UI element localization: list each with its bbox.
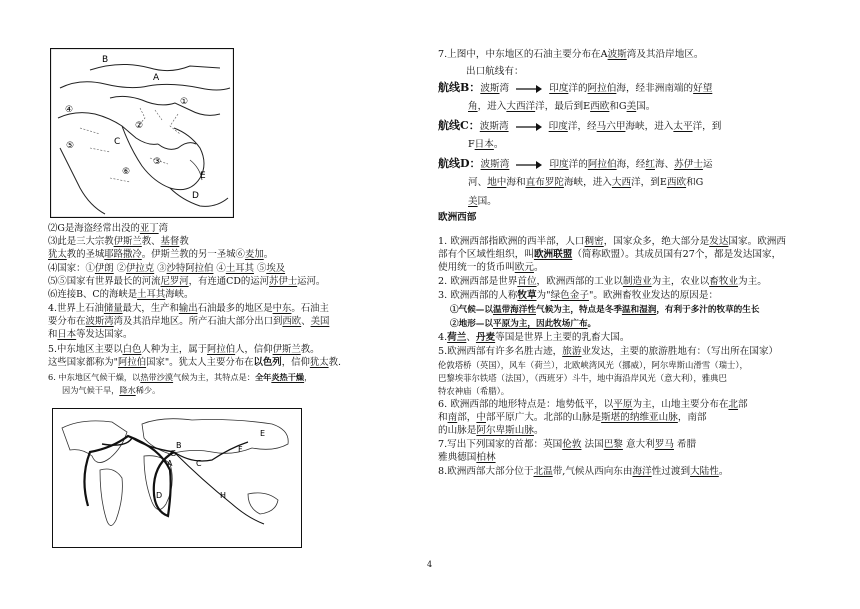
text: 国家。欧洲西 [728,236,786,247]
answer: 波斯 [607,49,627,60]
answer: 希腊 [479,386,497,396]
answer: 温带海洋性 [492,305,536,315]
e7-line2 [438,452,496,464]
text: ⑷国家：① [48,263,95,274]
text: 海峡，进入 [563,177,612,188]
map1-label-5: ⑤ [66,141,75,151]
text: 和 [48,329,58,340]
e8 [438,466,728,478]
text: 国家"。犹太人主要分布在 [146,357,254,368]
e6-line3 [438,425,544,437]
answer: 土耳其 [137,289,166,300]
answer: 埃及 [266,263,286,274]
text: 河、 [468,177,488,188]
text: 6. [48,372,56,382]
text: ）斗牛，地中海沿岸风光（ [563,373,665,383]
text: 洋，到 [692,121,722,132]
left-q4-2 [48,316,329,328]
map1-label-1: ① [180,97,189,107]
answer: 犹太 [309,357,329,368]
text: 。 [718,466,729,477]
text: 部平原广大。北部的山脉是 [485,412,602,423]
map2-label-B: B [176,441,182,450]
map1-label-2: ② [135,121,144,131]
map1-label-6: ⑥ [122,167,131,177]
answer: 北 [728,399,739,410]
map1-label-3: ③ [153,157,162,167]
text: 洋的 [568,159,588,170]
text: 人种为主，属于 [141,344,207,355]
answer: 意大利 [664,373,690,383]
answer: 阿尔卑斯山脉 [476,425,534,436]
map1-label-D: D [192,191,199,201]
answer: 印度 [548,121,568,132]
answer: 马六甲 [596,121,626,132]
answer: 巴黎 [603,439,623,450]
arrow-right-icon [516,123,542,131]
e1-line3 [438,262,544,274]
answer: 绿色金子 [550,290,589,301]
text: 等发达国家。 [76,329,133,340]
answer: 平原 [613,399,633,410]
text: 海，经非洲南端的 [616,83,694,94]
map1-label-E: E [200,171,206,181]
text: 海峡。 [165,289,194,300]
map1-label-B: B [102,55,109,65]
answer: 欧元 [514,262,534,273]
text: 湾及其沿岸地区。所产石油大部分出口到 [113,316,283,327]
answer: 波斯湾 [479,121,509,132]
text: ）。 [496,386,510,396]
text: ，进入 [477,101,507,112]
answer: 苏伊士 [268,276,298,287]
text: "。欧洲畜牧业发达的原因是： [588,290,719,301]
e6-line1 [438,399,748,411]
answer: 苏伊士 [674,159,703,170]
map2-label-A: A [167,459,173,468]
text: 。石油主 [291,303,329,314]
answer: 印度 [549,83,569,94]
text: 为" [536,290,551,301]
text: 教。 [300,344,320,355]
left-q4-1 [48,303,329,315]
text: 5.欧洲西部有许多名胜古迹， [438,346,563,357]
answer: 荷兰 [447,332,467,343]
text: 。 [587,319,597,329]
answer: 伊斯兰 [113,236,142,247]
text: 部， [457,412,477,423]
e1-line2 [438,249,781,261]
routes-title: 出口航线有： [466,66,524,77]
answer: 大西洋 [506,101,536,112]
route-b-line1 [438,82,712,95]
answer: 输出 [178,303,198,314]
text: ⑤ [256,263,267,274]
e3a [450,304,759,316]
route-c-line1 [438,120,721,133]
text: ，南部 [677,412,707,423]
text: 因为气候干旱， [62,385,120,395]
text: 这些国家都称为" [48,357,118,368]
answer: 瑞士 [718,360,736,370]
text: 要分布在 [48,316,86,327]
text: 等国是世界上主要的乳畜大国。 [495,332,630,343]
answer: 基督 [160,236,180,247]
text: 特农神庙（ [438,386,480,396]
answer: 美国 [310,316,330,327]
answer: 红 [645,159,655,170]
text: 湾及其沿岸地区。 [626,49,704,60]
e5-line1 [438,346,778,358]
answer: 发达 [709,236,729,247]
text: ④ [216,263,226,274]
text: ），北欧峡湾风光（ [551,360,623,370]
answer: 柏林 [476,452,496,463]
map2-label-E: E [260,429,266,438]
answer: 西欧 [666,177,687,188]
text: ，国家众多，绝大部分是 [603,236,710,247]
answer: 中东 [272,303,292,314]
answer: 以色列 [253,357,282,368]
e3 [438,290,718,302]
answer: 英 [479,360,489,370]
answer: 西欧 [590,101,610,112]
answer: 为主，因此牧场广布 [510,319,588,329]
left-q6-2 [62,384,160,396]
answer: 阿拉伯 [587,159,617,170]
text: 海、 [654,159,675,170]
answer: 储量 [103,303,123,314]
middle-east-map [50,48,234,218]
text: ①气候—以 [450,305,493,315]
text: 。 [493,139,504,150]
answer: 温和湿润 [621,305,657,315]
answer: 荷兰 [534,360,552,370]
route-label: 航线B： [438,81,481,94]
answer: 美 [468,196,478,207]
e3b [450,318,596,330]
text: 教、 [141,236,161,247]
answer: 罗马 [654,439,674,450]
text: 国。 [477,196,497,207]
answer: 丹麦 [475,332,496,343]
answer: 亚丁 [139,223,159,234]
answer: 炎热干燥 [271,372,305,382]
left-q4a [48,263,285,275]
text: 使用统一的货币叫 [438,262,515,273]
text: ），阿尔卑斯山滑雪（ [639,360,719,370]
text: 教. [328,357,341,368]
text: ②地形—以 [450,319,493,329]
text: ，欧洲西部的工业以 [536,276,623,287]
left-q3b [48,249,273,261]
text: ，信仰 [281,357,310,368]
text: ， [304,372,313,382]
text: 和G [609,101,627,112]
text: 雅典德国 [438,452,477,463]
left-q5-1 [48,344,320,356]
text: 和G [686,177,704,188]
left-q6 [48,289,193,301]
text: ，有连通CD的运河 [188,276,269,287]
text: 气候为主，特点是冬季 [535,305,622,315]
answer: 波斯 [480,83,500,94]
text: 的山脉是 [438,425,477,436]
text: 、 [466,332,476,343]
route-label: 航线C： [438,119,480,132]
answer: 制造业 [622,276,652,287]
answer: 北温 [533,466,553,477]
e1-line1 [438,236,786,248]
map1-label-4: ④ [65,105,74,115]
answer: 阿拉伯 [587,83,617,94]
route-d-line3 [468,196,497,208]
left-q3a [48,236,189,248]
text: 部有个区域性组织，叫 [438,249,534,260]
text: 为主。 [738,276,767,287]
answer: 斯堪的纳维亚山脉 [601,412,678,423]
text: 5.中东地区主要以 [48,344,123,355]
text: 。伊斯兰教的另一圣城⑥ [141,249,245,260]
map2-label-F: F [238,445,243,454]
answer: 稠密 [584,236,604,247]
text: 国），风车（ [488,360,535,370]
text: ）。其成员国有27个，都是发达国家， [620,249,782,260]
text: ⑹连接B、C的海峡是 [48,289,138,300]
answer: 降水 [119,385,136,395]
answer: 波斯湾 [480,159,510,170]
answer: 中 [476,412,486,423]
answer: 南 [447,412,458,423]
answer: 麦加 [244,249,264,260]
section-title: 欧洲西部 [438,212,477,223]
text: 4. [438,332,448,343]
text: 7.上图中，中东地区的石油主要分布在A [438,49,608,60]
answer: 犹太 [48,249,67,260]
map1-label-C: C [114,137,121,147]
right-q7 [438,49,704,61]
answer: 欧洲联盟 [533,249,573,260]
text: 2. 欧洲西部是世界 [438,276,518,287]
text: 石油最多的地区是 [197,303,273,314]
answer: 大陆性 [690,466,719,477]
text: 部 [738,399,748,410]
text: ，有利于多汁的牧草的生长 [656,305,760,315]
text: ），（ [521,373,539,383]
text: 8.欧洲西部大部分位于 [438,466,534,477]
text: ），雅典巴 [689,373,727,383]
text: 教 [179,236,189,247]
answer: 热带沙漠 [140,372,174,382]
text: ⑵G是海盗经常出没的 [48,223,140,234]
left-q5 [48,276,325,288]
answer: 伊朗 [94,263,114,274]
answer: 挪威 [622,360,639,370]
text: 意大利 [625,439,655,450]
route-label: 航线D： [438,157,481,170]
answer: 伦敦 [562,439,582,450]
text: 巴黎埃菲尔铁塔（ [438,373,505,383]
arrow-right-icon [516,161,542,169]
e6-line2 [438,412,707,424]
map2-label-H: H [220,491,227,500]
map1-label-A: A [153,73,160,83]
answer: 牧草 [517,290,537,301]
answer: 伊斯兰 [272,344,301,355]
text: 稀少。 [135,385,161,395]
answer: 美 [626,101,637,112]
left-q5-2 [48,357,341,369]
text: 4.世界上石油 [48,303,104,314]
route-b-line2 [468,101,655,113]
answer: 土耳其 [225,263,254,274]
text: 气候为主，其特点是： [173,372,255,382]
text: ）， [735,360,748,370]
e5-line4 [438,385,509,397]
text: 最大，生产和 [122,303,179,314]
text: 湾 [158,223,169,234]
text: 洋的 [568,83,588,94]
arrow-right-icon [516,85,542,93]
answer: 好望 [693,83,713,94]
answer: 角 [468,101,478,112]
e5-line3 [438,372,727,384]
answer: 阿拉伯 [206,344,236,355]
answer: 伊拉克 [126,263,155,274]
text: 人，信仰 [235,344,273,355]
route-d-line1 [438,158,713,171]
answer: 阿拉伯 [117,357,147,368]
text: 。 [533,425,544,436]
text: 业发达，主要的旅游胜地有：（写出所在国家） [581,346,779,357]
answer: 西欧 [282,316,302,327]
text: 7.写出下列国家的首都：英国 [438,439,563,450]
answer: 耶路撒冷 [104,249,142,260]
left-q2 [48,223,168,235]
text: 伦敦塔桥（ [438,360,480,370]
text: 带,气候从西向东由 [552,466,633,477]
text: （简称欧盟 [572,249,621,260]
text: F [468,139,475,150]
answer: 首位 [517,276,537,287]
answer: 法国 [505,373,522,383]
page-number: 4 [427,560,433,569]
left-q6-1 [48,371,312,383]
e7-line1 [438,439,696,451]
text: 和 [438,412,448,423]
left-q4-3 [48,329,132,341]
map2-label-G: G [170,449,177,458]
text: 海峡，进入 [625,121,674,132]
e5-line2 [438,359,748,371]
answer: 大西 [611,177,632,188]
text: 运 [702,159,713,170]
text: 海，经 [616,159,646,170]
answer: 直布罗陀 [525,177,564,188]
text: ⑶此是三大宗教 [48,236,114,247]
e4 [438,332,629,344]
map2-label-D: D [156,491,163,500]
text: 、 [301,316,311,327]
answer: 平原 [492,319,511,329]
route-d-line2 [468,177,703,189]
answer: 畜牧业 [709,276,739,287]
answer: 尼罗河 [160,276,189,287]
text: 3. 欧洲西部的人称 [438,290,518,301]
text: 中东地区气候干燥，以 [58,372,141,382]
text: 。 [263,249,274,260]
answer: 波斯湾 [85,316,114,327]
answer: 海洋 [632,466,652,477]
text: 。 [533,262,544,273]
answer: 日本 [57,329,77,340]
text: 海和 [506,177,526,188]
text: 运河。 [297,276,326,287]
text: 洋，最后到E [535,101,591,112]
text: ③ [157,263,167,274]
answer: 白色 [122,344,142,355]
text: 洋，经 [567,121,597,132]
answer: 日本 [474,139,494,150]
route-c-line2 [468,139,503,151]
text: ⑸⑤国家有世界最长的河流 [48,276,161,287]
text: 希腊 [677,439,697,450]
answer: 西班牙 [538,373,564,383]
answer: 旅游 [562,346,582,357]
text: ② [116,263,127,274]
e2 [438,276,767,288]
text: 为主，农业以 [651,276,710,287]
oil-route-map [52,408,302,548]
text: 洋，到E [631,177,667,188]
text: 为主，山地主要分布在 [632,399,729,410]
answer: 太平 [673,121,693,132]
text: 湾 [499,83,510,94]
text: 性过渡到 [651,466,691,477]
answer: 沙特阿拉伯 [166,263,214,274]
text: 国。 [636,101,656,112]
answer: 印度 [549,159,569,170]
text: 法国 [584,439,604,450]
text: 6. 欧洲西部的地形特点是：地势低平，以 [438,399,614,410]
text: 教的圣城 [66,249,105,260]
map2-label-C: C [196,459,202,468]
text: 1. 欧洲西部指欧洲的西半部，人口 [438,236,585,247]
answer: 全年 [254,372,272,382]
answer: 地中 [487,177,507,188]
